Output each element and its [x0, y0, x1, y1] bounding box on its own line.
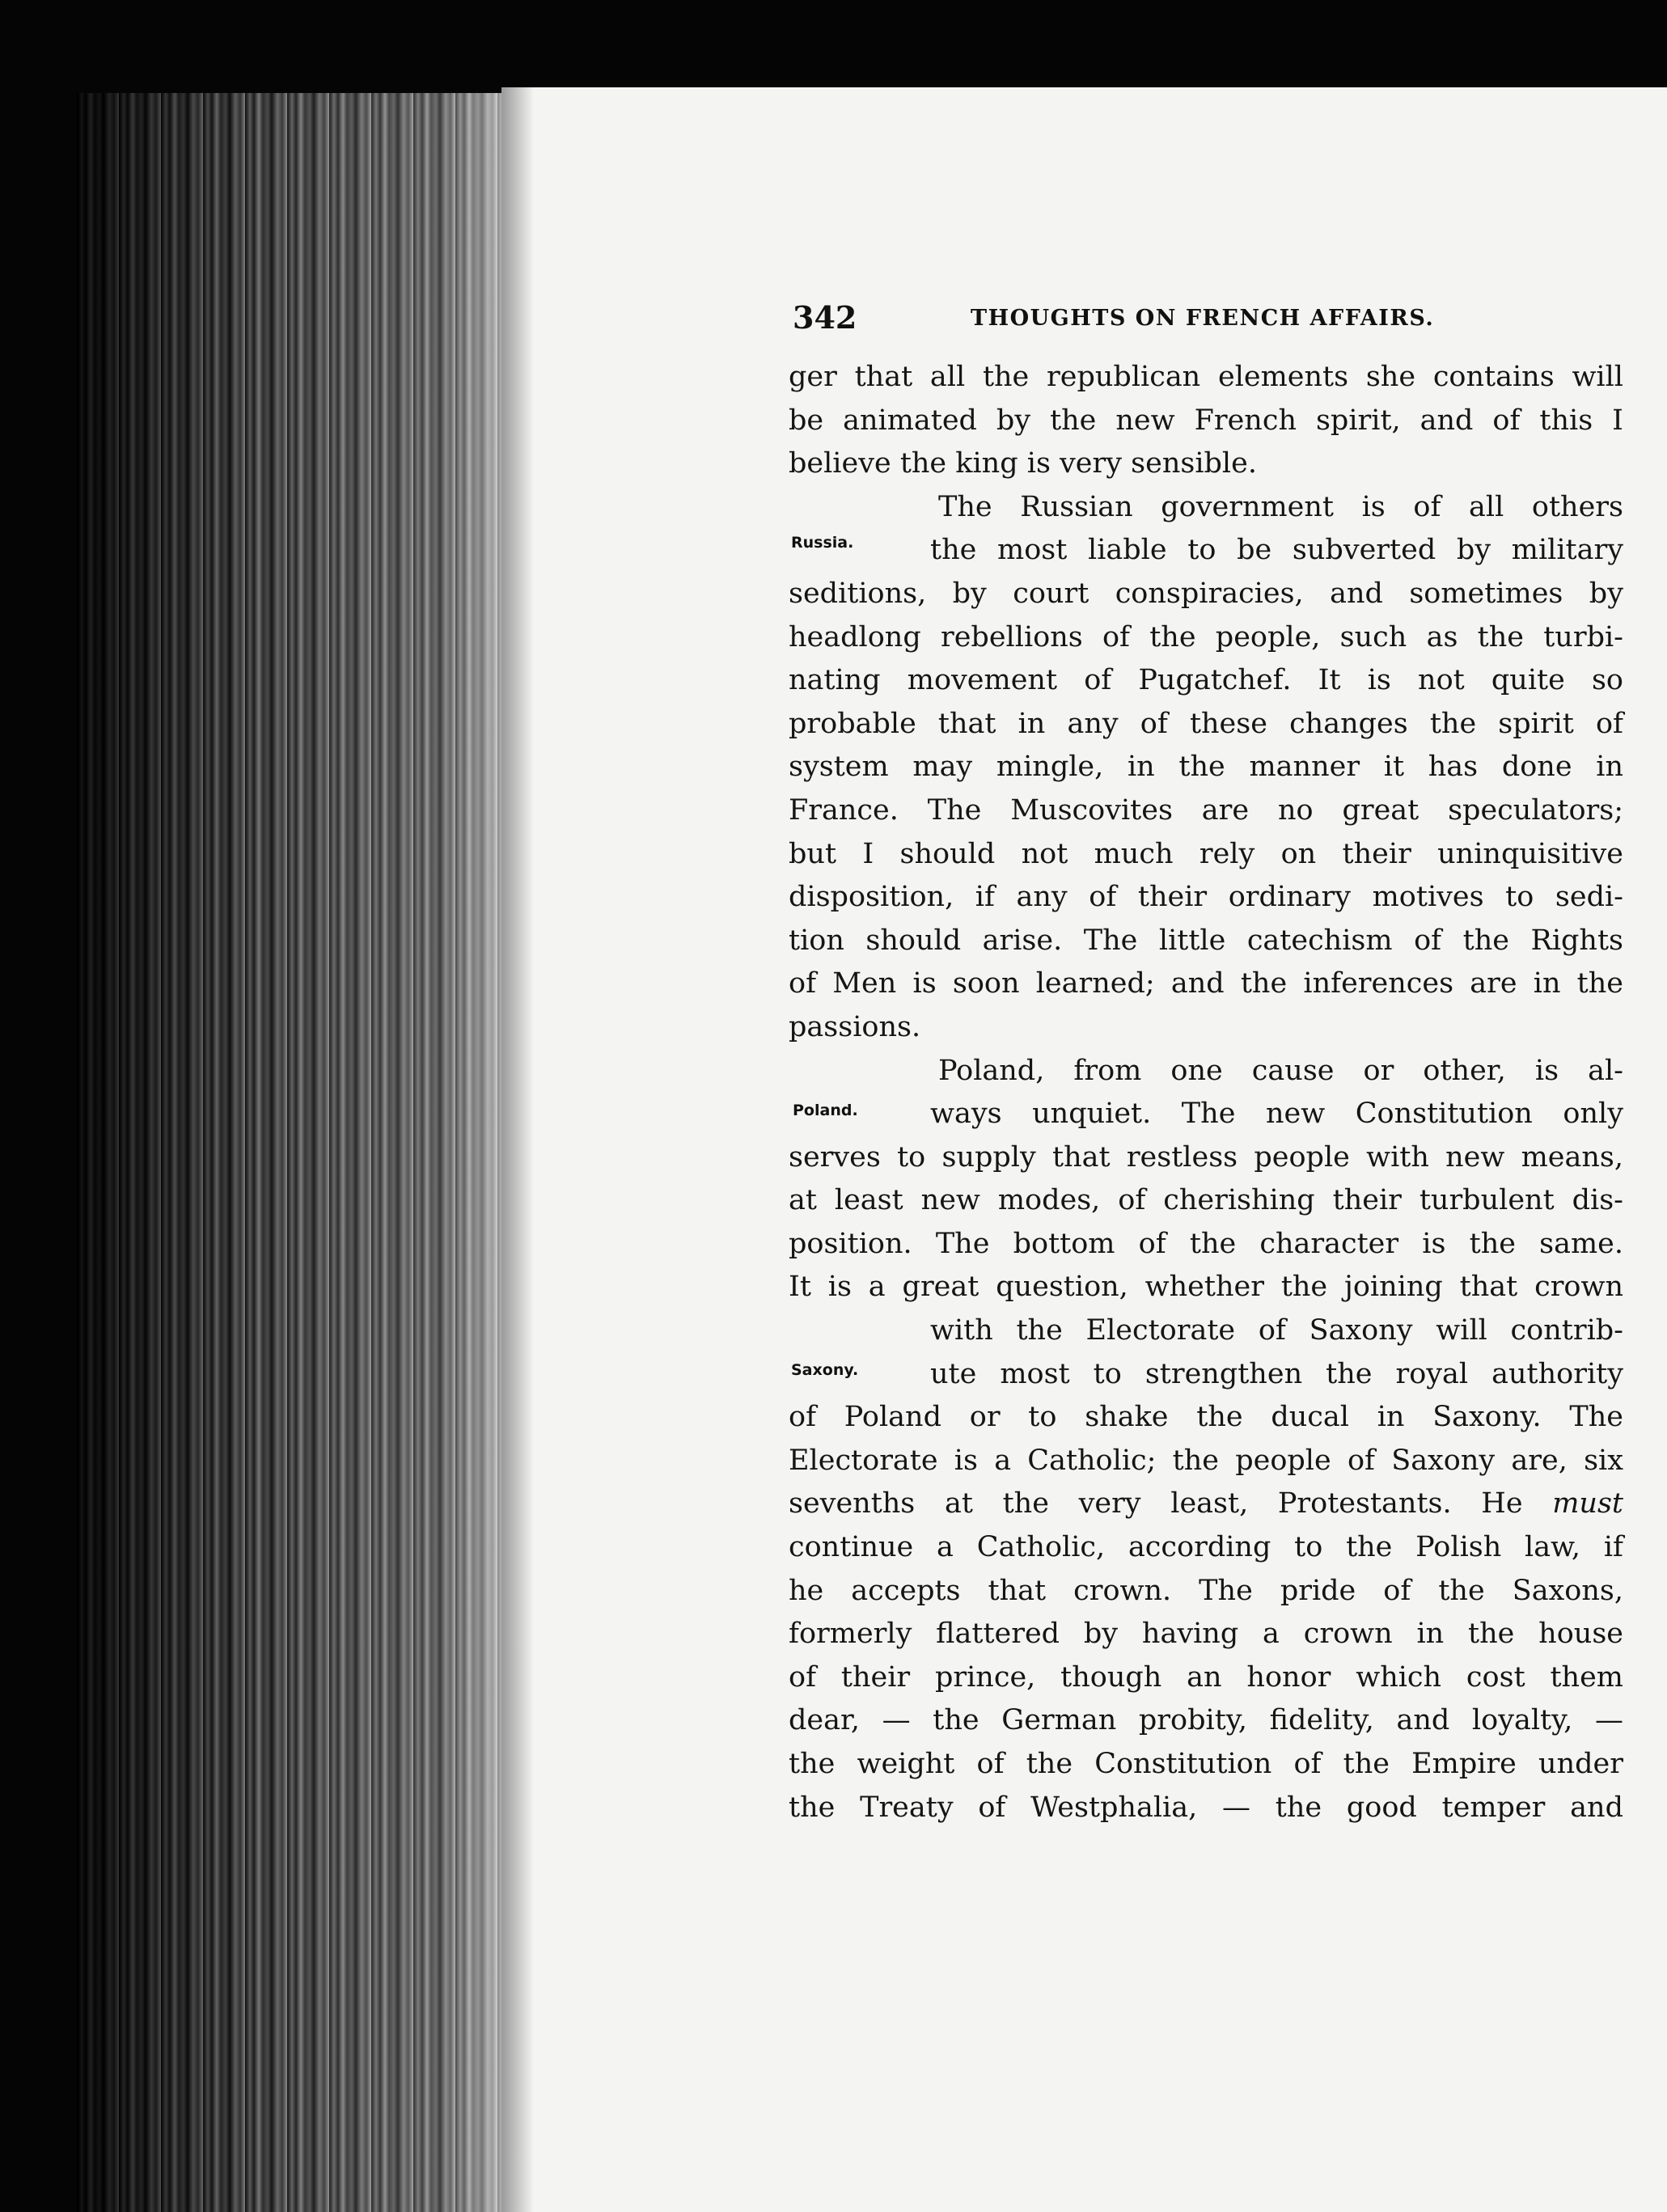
text-line: he accepts that crown. The pride of the Saxons, — [789, 1574, 1623, 1607]
text-line: Electorate is a Catholic; the people of Saxony are, six — [789, 1444, 1623, 1477]
body-text — [789, 356, 1623, 1829]
text-line: position. The bottom of the character is the same. — [789, 1227, 1623, 1260]
page-header — [793, 299, 1618, 348]
text-line: ways unquiet. The new Constitution only — [930, 1098, 1623, 1131]
gutter-shadow — [501, 87, 534, 2212]
text-line: nating movement of Pugatchef. It is not quite so — [789, 664, 1623, 697]
text-line: of Men is soon learned; and the inferences are in the — [789, 967, 1623, 1000]
text-line: the weight of the Constitution of the Empire under — [789, 1748, 1623, 1780]
text-line: system may mingle, in the manner it has done in — [789, 751, 1623, 784]
text-line: be animated by the new French spirit, and of this I — [789, 404, 1623, 437]
text-line: but I should not much rely on their uninquisitive — [789, 837, 1623, 870]
book-fore-edge — [77, 93, 510, 2212]
text-line: ute most to strengthen the royal authority — [930, 1357, 1623, 1390]
text-line: the Treaty of Westphalia, — the good temper and — [789, 1791, 1623, 1824]
text-line: tion should arise. The little catechism of the Rights — [789, 924, 1623, 957]
text-line: headlong rebellions of the people, such as the turbi- — [789, 620, 1623, 653]
page-number: 342 — [793, 299, 857, 336]
sidenote-saxony: Saxony. — [791, 1361, 859, 1379]
text-line: of Poland or to shake the ducal in Saxony. The — [789, 1401, 1623, 1434]
text-line: with the Electorate of Saxony will contrib- — [930, 1314, 1623, 1347]
text-line: dear, — the German probity, fidelity, and loyalty, — — [789, 1704, 1623, 1737]
text-line: of their prince, though an honor which cost them — [789, 1660, 1623, 1694]
text-line: at least new modes, of cherishing their turbulent dis- — [789, 1184, 1623, 1217]
text-line: ger that all the republican elements she contains will — [789, 361, 1623, 393]
text-line: believe the king is very sensible. — [789, 447, 1257, 480]
text-line: probable that in any of these changes the spirit of — [789, 707, 1623, 740]
text-fragment: sevenths at the very least, Protestants. He — [789, 1487, 1553, 1520]
text-line: the most liable to be subverted by military — [930, 534, 1623, 567]
text-line: serves to supply that restless people with new means, — [789, 1140, 1623, 1174]
text-line-with-italic — [789, 1482, 1623, 1526]
text-line: disposition, if any of their ordinary motives to sedi- — [789, 881, 1623, 914]
text-line: It is a great question, whether the joining that crown — [789, 1271, 1623, 1304]
text-line: Poland, from one cause or other, is al- — [938, 1054, 1623, 1087]
italic-word: must — [1552, 1487, 1623, 1520]
running-head: THOUGHTS ON FRENCH AFFAIRS. — [971, 306, 1435, 331]
text-line: formerly flattered by having a crown in the house — [789, 1618, 1623, 1651]
text-line: seditions, by court conspiracies, and sometimes by — [789, 577, 1623, 610]
text-line: France. The Muscovites are no great speculators; — [789, 793, 1623, 827]
text-line: The Russian government is of all others — [938, 490, 1623, 523]
sidenote-poland: Poland. — [793, 1102, 858, 1119]
sidenote-russia: Russia. — [791, 534, 854, 552]
text-line: passions. — [789, 1010, 921, 1043]
text-line: continue a Catholic, according to the Polish law, if — [789, 1531, 1623, 1564]
